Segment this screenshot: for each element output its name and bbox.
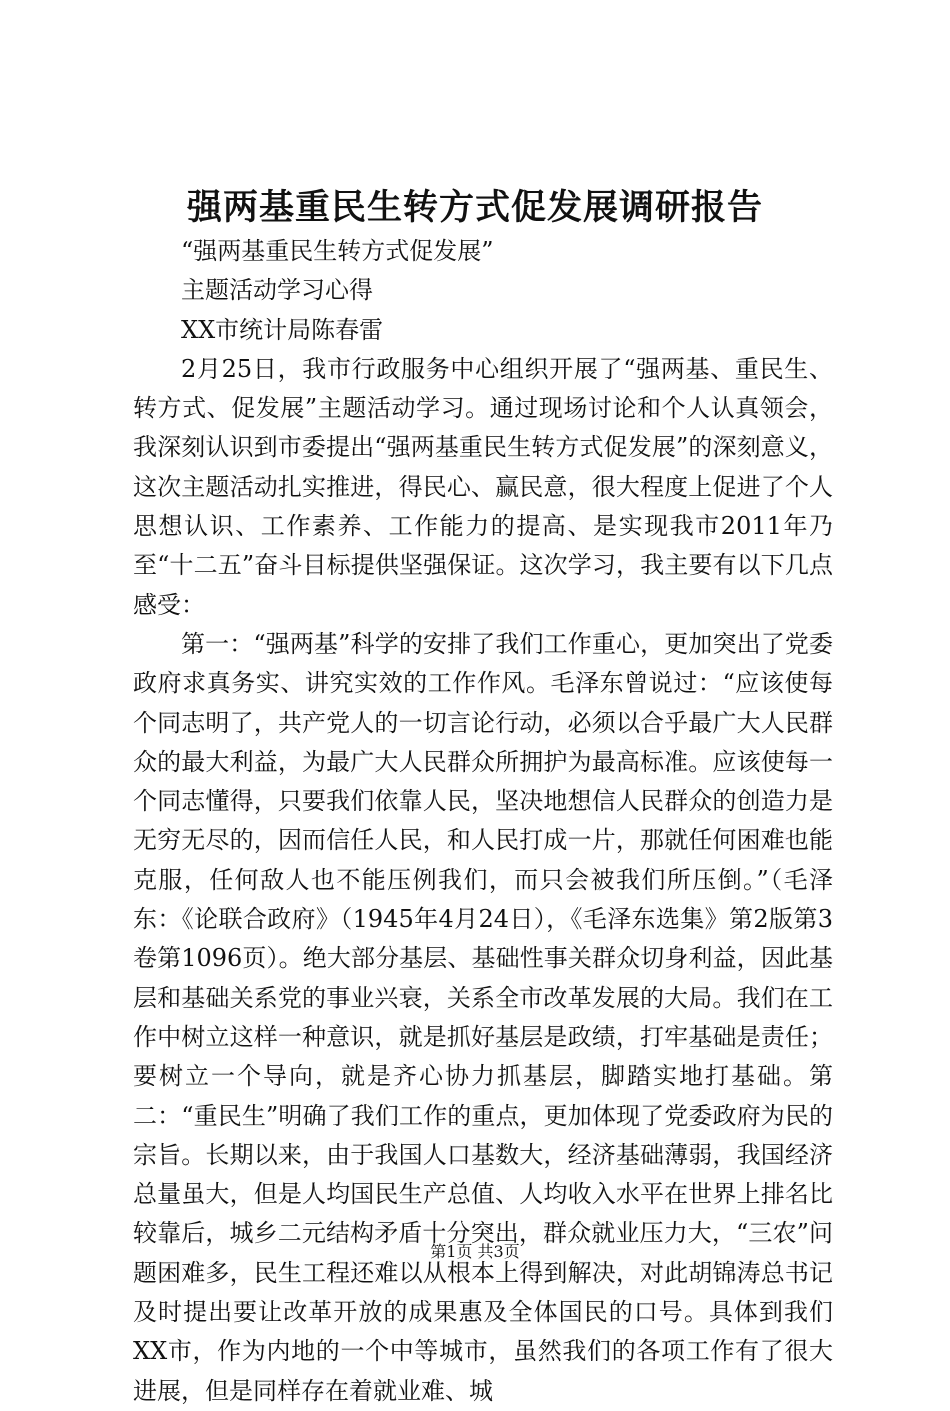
page-footer: 第1页 共3页 — [430, 1242, 520, 1261]
body-paragraph: 2月25日，我市行政服务中心组织开展了“强两基、重民生、转方式、促发展”主题活动学习。通过现场讨论和个人认真领会，我深刻认识到市委提出“强两基重民生转方式促发展”的深刻意义，这次主题活动扎实推进，得民心、赢民意，很大程度上促进了个人思想认识、工作素养、工作能力的提高、是实现我市2011年乃至“十二五”奋斗目标提供坚强保证。这次学习，我主要有以下几点感受： — [133, 354, 833, 619]
body-paragraph: 第一：“强两基”科学的安排了我们工作重心，更加突出了党委政府求真务实、讲究实效的工作作风。毛泽东曾说过：“应该使每个同志明了，共产党人的一切言论行动，必须以合乎最广大人民群众的最大利益，为最广大人民群众所拥护为最高标准。应该使每一个同志懂得，只要我们依靠人民，坚决地想信人民群众的创造力是无穷无尽的，因而信任人民，和人民打成一片，那就任何困难也能克服，任何敌人也不能压例我们，而只会被我们所压倒。”（毛泽东：《论联合政府》（1945年4月24日），《毛泽东选集》第2版第3卷第1096页）。绝大部分基层、基础性事关群众切身利益，因此基层和基础关系党的事业兴衰，关系全市改革发展的大局。我们在工作中树立这样一种意识，就是抓好基层是政绩，打牢基础是责任；要树立一个导向，就是齐心协力抓基层，脚踏实地打基础。第二：“重民生”明确了我们工作的重点，更加体现了党委政府为民的宗旨。长期以来，由于我国人口基数大，经济基础薄弱，我国经济总量虽大，但是人均国民生产总值、人均收入水平在世界上排名比较靠后，城乡二元结构矛盾十分突出，群众就业压力大，“三农”问题困难多，民生工程还难以从根本上得到解决，对此胡锦涛总书记及时提出要让改革开放的成果惠及全体国民的口号。具体到我们XX市，作为内地的一个中等城市，虽然我们的各项工作有了很大进展，但是同样存在着就业难、城 — [133, 629, 833, 1405]
subtitle-line: “强两基重民生转方式促发展” — [181, 237, 494, 265]
subtitle-line: 主题活动学习心得 — [181, 276, 373, 305]
document-body — [133, 232, 833, 1411]
document-title: 强两基重民生转方式促发展调研报告 — [186, 187, 763, 228]
author-line: XX市统计局陈春雷 — [181, 315, 384, 344]
